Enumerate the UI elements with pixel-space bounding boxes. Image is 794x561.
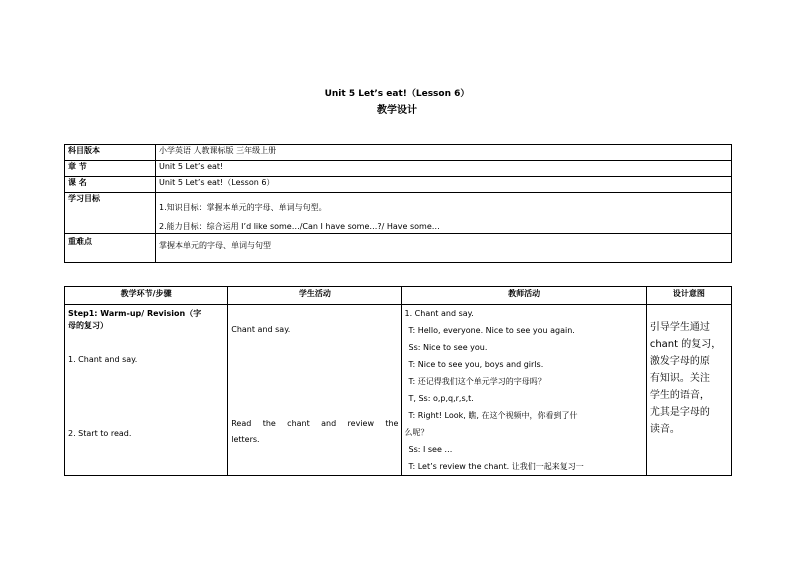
intent-line: 尤其是字母的 [649,407,710,418]
table-header-row [65,287,732,305]
document-subtitle: 教学设计 [377,105,417,116]
step-cell [65,305,228,476]
intent-line: 读音。 [649,424,680,435]
table-row [65,305,732,476]
step-item-chant: 1. Chant and say. [68,355,138,364]
step-title-cont: 母的复习） [68,321,108,330]
info-label: 科目版本 [65,145,156,161]
info-value: Unit 5 Let’s eat! [156,161,732,177]
goal-ability: 2.能力目标：综合运用 I’d like some…/Can I have some…?/ Have some… [159,222,440,231]
intent-line: 学生的语音， [649,390,710,401]
goal-knowledge: 1.知识目标：掌握本单元的字母、单词与句型。 [159,203,327,212]
header-design-intent: 设计意图 [646,287,731,305]
document-title: Unit 5 Let’s eat!（Lesson 6） [324,89,470,99]
teacher-line: T: Let’s review the chant. 让我们一起来复习一 [408,462,584,471]
info-label: 学习目标 [65,193,156,234]
teacher-line: T, Ss: o,p,q,r,s,t. [408,394,474,403]
student-read-cont: letters. [231,435,260,444]
info-goals-cell [156,193,732,234]
info-label: 课 名 [65,177,156,193]
student-chant: Chant and say. [231,325,291,334]
info-row-difficulty [65,234,732,263]
teacher-line: T: Right! Look, 瞧, 在这个视频中，你看到了什 [408,411,578,420]
info-row-lesson [65,177,732,193]
header-student-activity: 学生活动 [228,287,402,305]
header-teacher-activity: 教师活动 [402,287,646,305]
student-activity-cell [228,305,402,476]
step-title: Step1: Warm-up/ Revision（字 [68,309,202,318]
teacher-line: T: 还记得我们这个单元学习的字母吗？ [408,377,546,386]
teacher-line: T: Hello, everyone. Nice to see you again. [408,326,575,335]
info-label: 重难点 [65,234,156,263]
info-row-chapter [65,161,732,177]
intent-line: 有知识。关注 [649,373,710,384]
student-read: Read the chant and review the [231,419,399,428]
info-value [156,234,732,263]
info-row-subject [65,145,732,161]
teaching-process-table [64,286,732,476]
design-intent-text [650,319,728,438]
teacher-line: Ss: Nice to see you. [408,343,488,352]
teacher-line: 么呢？ [404,428,429,437]
intent-line: 激发字母的原 [649,356,710,367]
info-value: 小学英语 人教课标版 三年级上册 [156,145,732,161]
intent-line: 引导学生通过 [649,322,710,333]
info-row-goals [65,193,732,234]
teacher-line: 1. Chant and say. [404,309,474,318]
info-label: 章 节 [65,161,156,177]
intent-line: chant 的复习， [649,339,722,350]
teacher-line: Ss: I see … [408,445,453,454]
step-item-read: 2. Start to read. [68,429,132,438]
difficulty-text: 掌握本单元的字母、单词与句型 [159,241,271,250]
design-intent-cell [646,305,731,476]
teacher-line: T: Nice to see you, boys and girls. [408,360,544,369]
course-info-table [64,144,732,263]
teacher-activity-cell [402,305,646,476]
info-value: Unit 5 Let’s eat!（Lesson 6） [156,177,732,193]
header-step: 教学环节/步骤 [65,287,228,305]
